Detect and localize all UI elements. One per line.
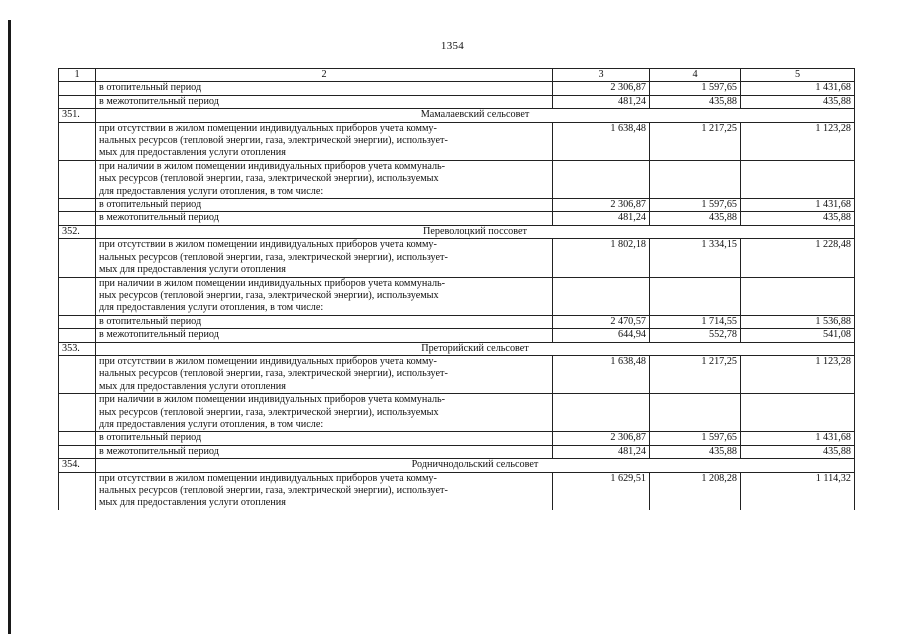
- tariff-table-body: [59, 69, 855, 510]
- value-cell-col4: 1 334,15: [650, 239, 741, 277]
- row-description: [96, 472, 553, 510]
- row-number-cell: [59, 160, 96, 198]
- value-cell-col4: 435,88: [650, 212, 741, 225]
- value-cell-col3: 481,24: [553, 445, 650, 458]
- header-cell: 3: [553, 69, 650, 82]
- value-cell-col4: 1 597,65: [650, 432, 741, 445]
- value-cell-col4: [650, 277, 741, 315]
- value-cell-col5: 1 123,28: [741, 122, 855, 160]
- value-cell-col3: [553, 277, 650, 315]
- value-cell-col5: 1 431,68: [741, 199, 855, 212]
- table-header-row: [59, 69, 855, 82]
- description-line: мых для предоставления услуги отопления: [99, 147, 286, 159]
- value-cell-col4: [650, 394, 741, 432]
- section-number: 352.: [59, 225, 96, 238]
- row-number-cell: [59, 239, 96, 277]
- value-cell-col4: 1 208,28: [650, 472, 741, 510]
- table-row: [59, 472, 855, 510]
- value-cell-col4: 552,78: [650, 329, 741, 342]
- description-line: при отсутствии в жилом помещении индивидуальных приборов учета комму-: [99, 472, 437, 484]
- row-description: [96, 122, 553, 160]
- description-line: ных ресурсов (тепловой энергии, газа, электрической энергии), используемых: [99, 173, 439, 185]
- description-line: при отсутствии в жилом помещении индивидуальных приборов учета комму-: [99, 122, 437, 134]
- row-description: [96, 199, 553, 212]
- description-line: для предоставления услуги отопления, в том числе:: [99, 185, 324, 197]
- page-number: 1354: [440, 40, 465, 52]
- value-cell-col5: 435,88: [741, 95, 855, 108]
- value-cell-col5: [741, 160, 855, 198]
- description-line: для предоставления услуги отопления, в том числе:: [99, 418, 324, 430]
- section-number: 351.: [59, 109, 96, 122]
- value-cell-col3: 2 470,57: [553, 315, 650, 328]
- row-number-cell: [59, 82, 96, 95]
- value-cell-col5: [741, 277, 855, 315]
- description-line: при наличии в жилом помещении индивидуальных приборов учета коммуналь-: [99, 394, 446, 406]
- value-cell-col3: 1 802,18: [553, 239, 650, 277]
- row-description: [96, 329, 553, 342]
- description-line: в межотопительный период: [99, 329, 219, 341]
- section-number: 354.: [59, 459, 96, 472]
- value-cell-col3: [553, 394, 650, 432]
- value-cell-col3: 481,24: [553, 212, 650, 225]
- row-number-cell: [59, 445, 96, 458]
- value-cell-col3: [553, 160, 650, 198]
- row-number-cell: [59, 95, 96, 108]
- value-cell-col5: 1 431,68: [741, 82, 855, 95]
- description-line: нальных ресурсов (тепловой энергии, газа, электрической энергии), использует-: [99, 251, 448, 263]
- value-cell-col5: 1 123,28: [741, 355, 855, 393]
- row-number-cell: [59, 394, 96, 432]
- row-description: [96, 432, 553, 445]
- description-line: ных ресурсов (тепловой энергии, газа, электрической энергии), используемых: [99, 289, 439, 301]
- value-cell-col3: 481,24: [553, 95, 650, 108]
- row-number-cell: [59, 277, 96, 315]
- section-title: Переволоцкий поссовет: [96, 225, 855, 238]
- description-line: при отсутствии в жилом помещении индивидуальных приборов учета комму-: [99, 239, 437, 251]
- description-line: мых для предоставления услуги отопления: [99, 264, 286, 276]
- scan-edge-mark: [8, 20, 11, 634]
- row-number-cell: [59, 199, 96, 212]
- value-cell-col3: 2 306,87: [553, 199, 650, 212]
- row-number-cell: [59, 432, 96, 445]
- description-line: в межотопительный период: [99, 212, 219, 224]
- row-description: [96, 394, 553, 432]
- row-description: [96, 160, 553, 198]
- table-row: [59, 329, 855, 342]
- value-cell-col5: 1 536,88: [741, 315, 855, 328]
- value-cell-col4: 1 217,25: [650, 122, 741, 160]
- row-number-cell: [59, 329, 96, 342]
- description-line: нальных ресурсов (тепловой энергии, газа, электрической энергии), использует-: [99, 368, 448, 380]
- table-row: [59, 355, 855, 393]
- value-cell-col4: 1 714,55: [650, 315, 741, 328]
- section-row: [59, 109, 855, 122]
- header-cell: 4: [650, 69, 741, 82]
- section-title: Преторийский сельсовет: [96, 342, 855, 355]
- table-row: [59, 82, 855, 95]
- value-cell-col4: 1 597,65: [650, 82, 741, 95]
- value-cell-col3: 644,94: [553, 329, 650, 342]
- row-description: [96, 277, 553, 315]
- section-number: 353.: [59, 342, 96, 355]
- description-line: нальных ресурсов (тепловой энергии, газа, электрической энергии), использует-: [99, 485, 448, 496]
- header-cell: 1: [59, 69, 96, 82]
- section-title: Мамалаевский сельсовет: [96, 109, 855, 122]
- table-row: [59, 239, 855, 277]
- value-cell-col4: 1 217,25: [650, 355, 741, 393]
- header-cell: 2: [96, 69, 553, 82]
- row-number-cell: [59, 212, 96, 225]
- description-line: мых для предоставления услуги отопления: [99, 380, 286, 392]
- value-cell-col5: 435,88: [741, 212, 855, 225]
- value-cell-col3: 1 638,48: [553, 122, 650, 160]
- description-line: в отопительный период: [99, 82, 202, 94]
- value-cell-col3: 2 306,87: [553, 82, 650, 95]
- value-cell-col5: 1 431,68: [741, 432, 855, 445]
- header-cell: 5: [741, 69, 855, 82]
- value-cell-col3: 1 629,51: [553, 472, 650, 510]
- table-row: [59, 394, 855, 432]
- row-number-cell: [59, 355, 96, 393]
- row-description: [96, 355, 553, 393]
- description-line: в межотопительный период: [99, 445, 219, 457]
- value-cell-col4: 435,88: [650, 445, 741, 458]
- value-cell-col5: 1 228,48: [741, 239, 855, 277]
- value-cell-col3: 1 638,48: [553, 355, 650, 393]
- section-row: [59, 225, 855, 238]
- table-row: [59, 315, 855, 328]
- row-description: [96, 445, 553, 458]
- table-row: [59, 212, 855, 225]
- row-description: [96, 95, 553, 108]
- description-line: в отопительный период: [99, 199, 202, 211]
- table-row: [59, 122, 855, 160]
- row-number-cell: [59, 315, 96, 328]
- row-number-cell: [59, 472, 96, 510]
- value-cell-col5: [741, 394, 855, 432]
- section-row: [59, 342, 855, 355]
- description-line: для предоставления услуги отопления, в том числе:: [99, 302, 324, 314]
- table-row: [59, 199, 855, 212]
- value-cell-col5: 541,08: [741, 329, 855, 342]
- table-row: [59, 277, 855, 315]
- row-description: [96, 315, 553, 328]
- table-row: [59, 160, 855, 198]
- table-row: [59, 445, 855, 458]
- value-cell-col4: 1 597,65: [650, 199, 741, 212]
- description-line: при наличии в жилом помещении индивидуальных приборов учета коммуналь-: [99, 160, 446, 172]
- description-line: в отопительный период: [99, 315, 202, 327]
- description-line: при отсутствии в жилом помещении индивидуальных приборов учета комму-: [99, 355, 437, 367]
- row-description: [96, 212, 553, 225]
- tariff-table: [58, 68, 855, 510]
- section-row: [59, 459, 855, 472]
- description-line: мых для предоставления услуги отопления: [99, 497, 286, 509]
- description-line: ных ресурсов (тепловой энергии, газа, электрической энергии), используемых: [99, 406, 439, 418]
- value-cell-col5: 1 114,32: [741, 472, 855, 510]
- row-number-cell: [59, 122, 96, 160]
- row-description: [96, 239, 553, 277]
- description-line: в отопительный период: [99, 432, 202, 444]
- section-title: Родничнодольский сельсовет: [96, 459, 855, 472]
- table-row: [59, 95, 855, 108]
- description-line: при наличии в жилом помещении индивидуальных приборов учета коммуналь-: [99, 277, 446, 289]
- description-line: в межотопительный период: [99, 95, 219, 107]
- value-cell-col4: [650, 160, 741, 198]
- value-cell-col3: 2 306,87: [553, 432, 650, 445]
- table-row: [59, 432, 855, 445]
- value-cell-col4: 435,88: [650, 95, 741, 108]
- row-description: [96, 82, 553, 95]
- value-cell-col5: 435,88: [741, 445, 855, 458]
- description-line: нальных ресурсов (тепловой энергии, газа, электрической энергии), использует-: [99, 135, 448, 147]
